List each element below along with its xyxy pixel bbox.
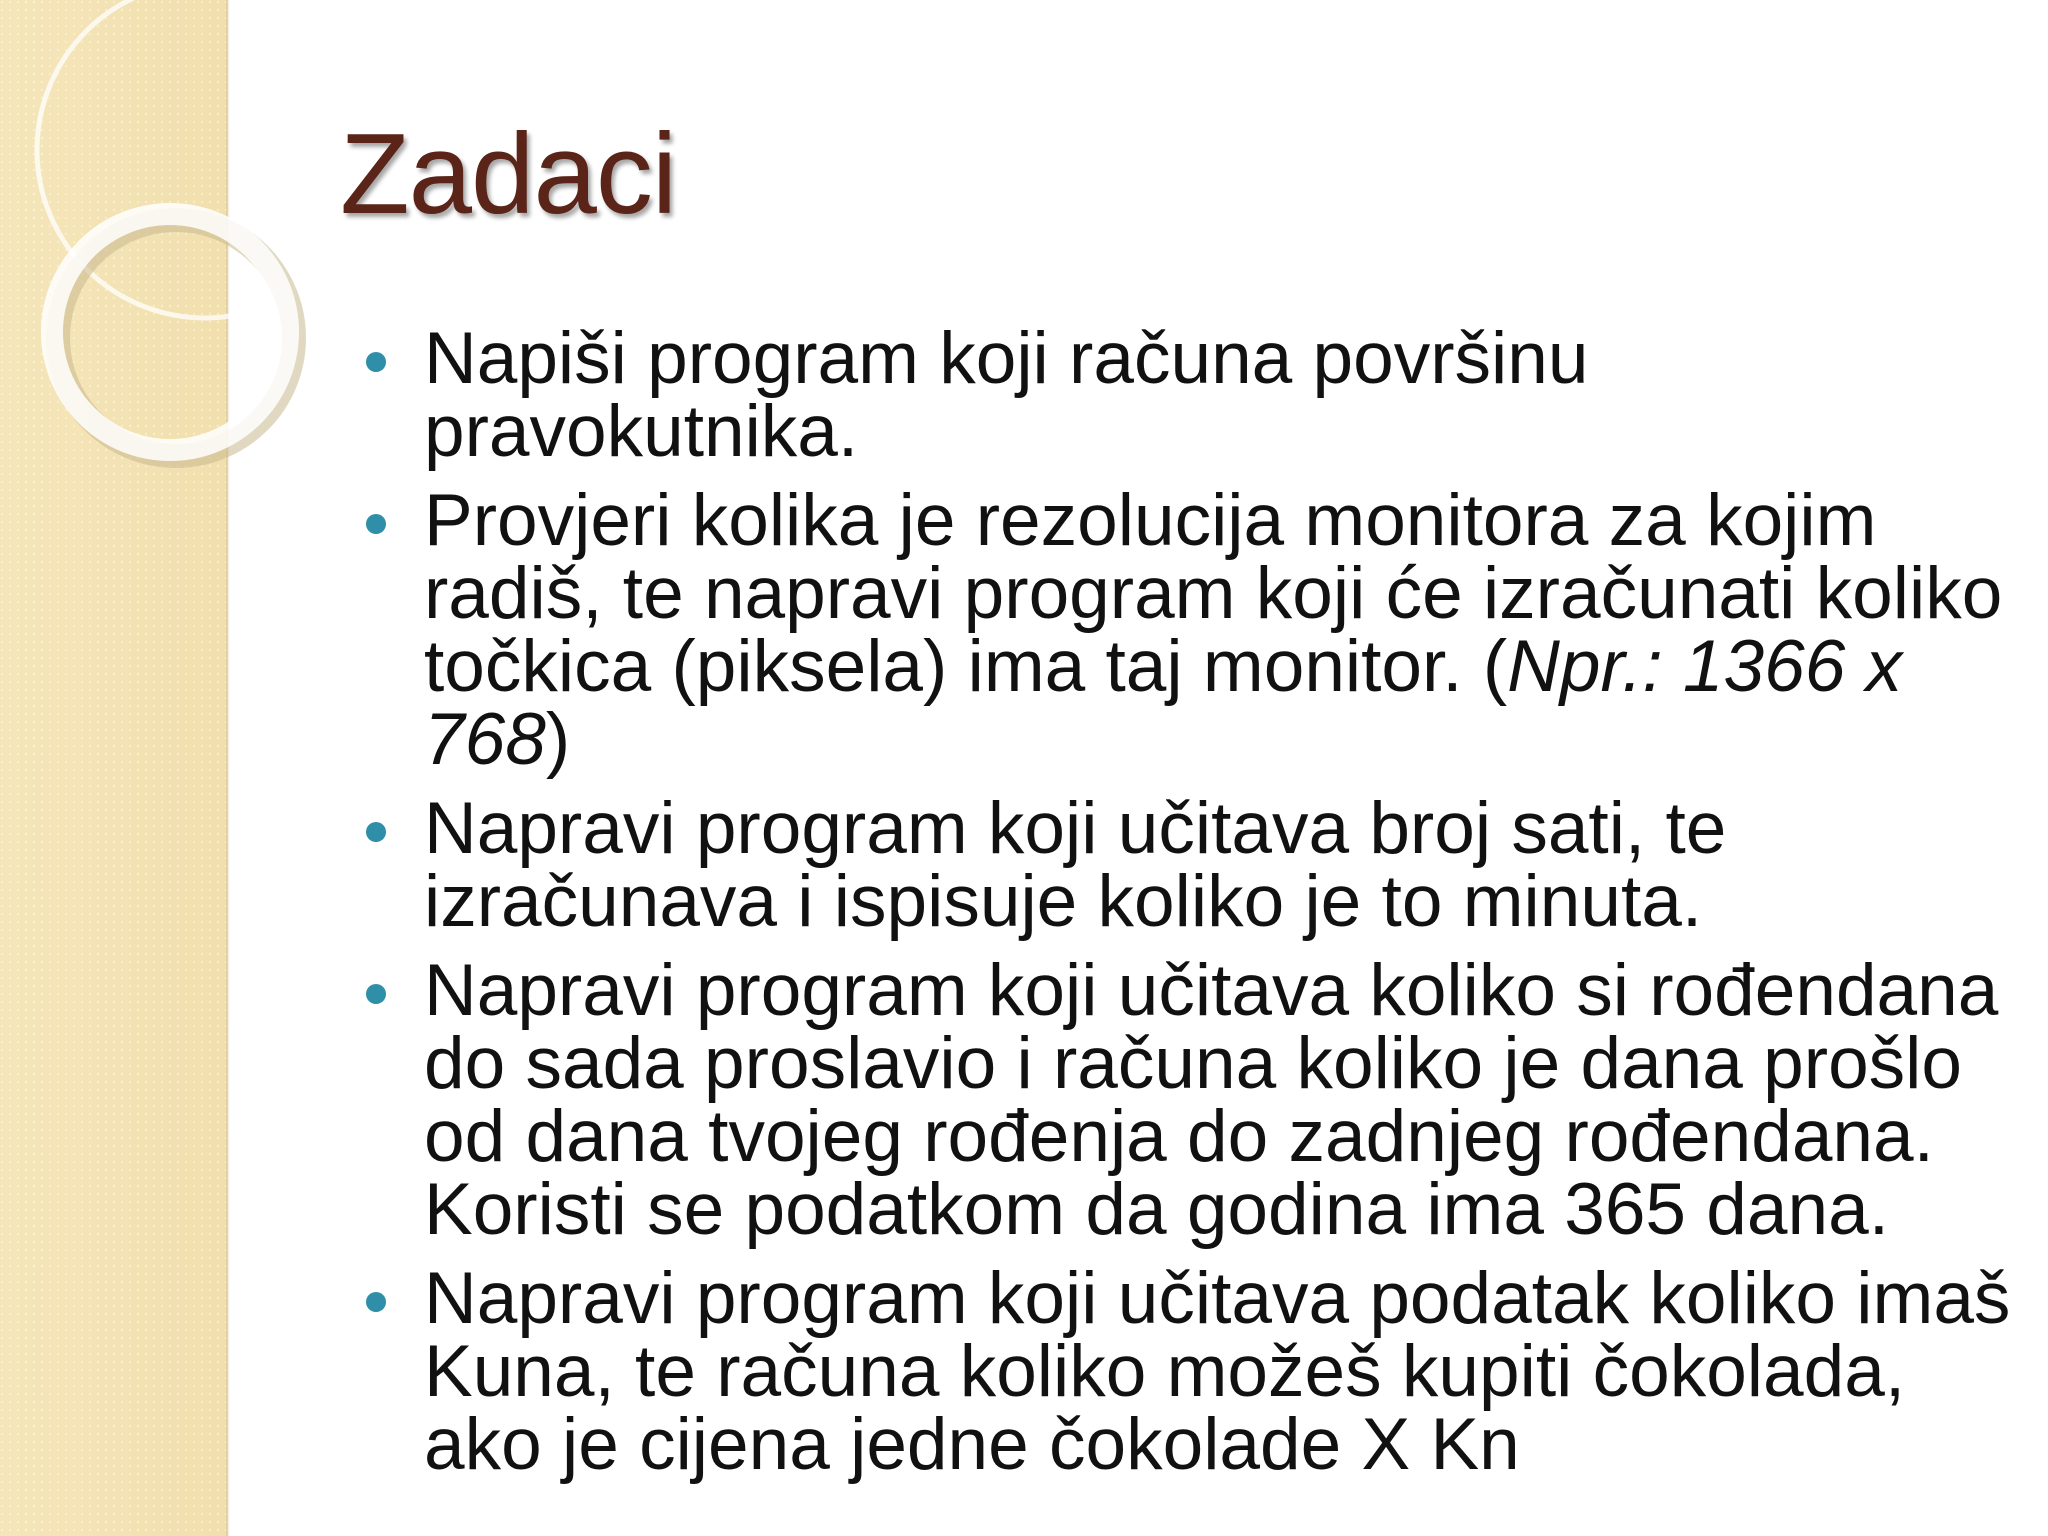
decorative-rings: [0, 0, 260, 520]
small-ring: [52, 214, 288, 450]
task-item-1: [360, 318, 2020, 472]
task-text: Napravi program koji učitava koliko si rođendana do sada proslavio i računa koliko je dana prošlo od dana tvojeg rođenja do zadnjeg rođendana. Koristi se podatkom da godina ima 365 dana.: [424, 950, 1999, 1250]
slide-title: Zadaci: [340, 111, 677, 238]
task-text: [424, 480, 2002, 780]
task-item-2: [360, 480, 2020, 780]
task-text: Napravi program koji učitava podatak koliko imaš Kuna, te računa koliko možeš kupiti čokolada, ako je cijena jedne čokolade X Kn: [424, 1258, 2011, 1485]
bullet-icon: [366, 514, 386, 534]
task-item-5: [360, 1258, 2020, 1485]
bullet-icon: [366, 822, 386, 842]
task-item-4: [360, 950, 2020, 1250]
task-text: Napiši program koji računa površinu pravokutnika.: [424, 318, 1589, 472]
bullet-icon: [366, 984, 386, 1004]
bullet-icon: [366, 352, 386, 372]
task-item-3: [360, 788, 2020, 942]
task-text-main: Provjeri kolika je rezolucija monitora za kojim radiš, te napravi program koji će izračunati koliko točkica (piksela) ima taj monitor. (: [424, 480, 2003, 707]
task-example: Npr.: 1366 x 768: [424, 626, 1903, 780]
task-text-end: ): [545, 699, 571, 780]
task-text: Napravi program koji učitava broj sati, te izračunava i ispisuje koliko je to minuta.: [424, 788, 1727, 942]
bullet-icon: [366, 1292, 386, 1312]
task-list: [360, 318, 2020, 1497]
